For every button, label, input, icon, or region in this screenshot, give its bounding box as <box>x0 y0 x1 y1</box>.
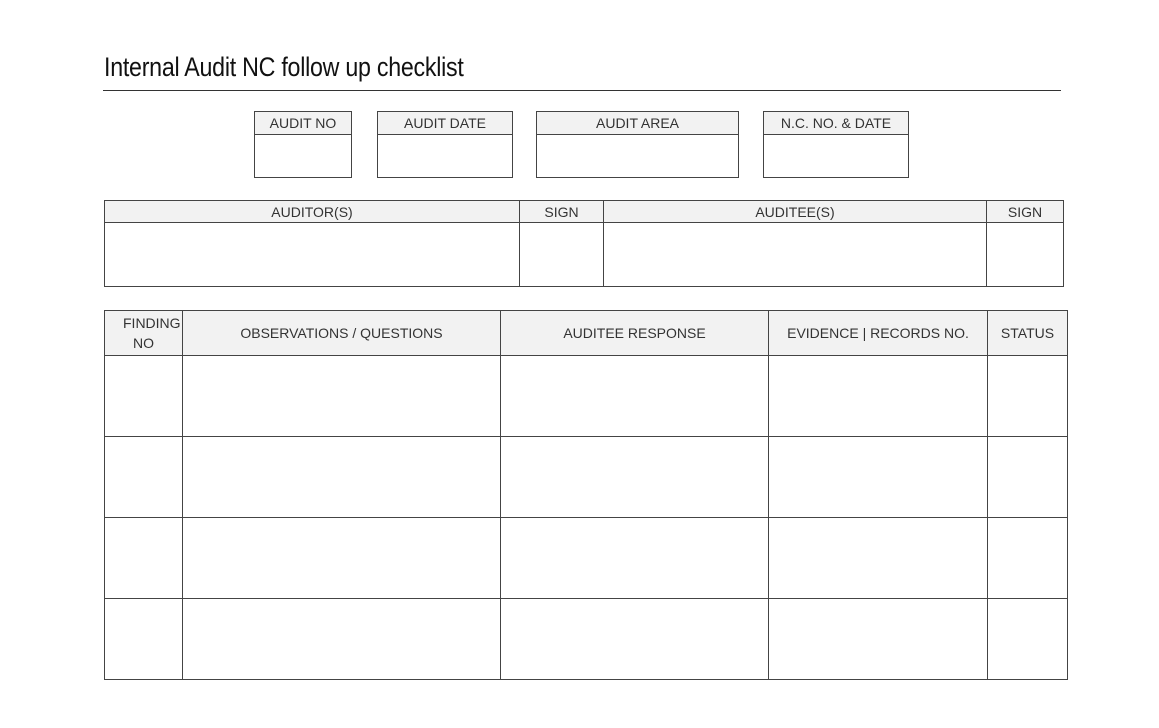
status-header: STATUS <box>988 311 1068 356</box>
table-row <box>105 518 1068 599</box>
evidence-cell[interactable] <box>769 599 988 680</box>
observation-cell[interactable] <box>183 437 501 518</box>
finding-no-cell[interactable] <box>105 437 183 518</box>
audit-date-box <box>377 111 513 178</box>
table-row <box>105 223 1064 287</box>
table-row <box>105 599 1068 680</box>
evidence-cell[interactable] <box>769 437 988 518</box>
observation-cell[interactable] <box>183 518 501 599</box>
finding-no-cell[interactable] <box>105 599 183 680</box>
response-cell[interactable] <box>501 437 769 518</box>
auditee-sign-cell[interactable] <box>987 223 1064 287</box>
auditees-cell[interactable] <box>604 223 987 287</box>
audit-no-label: AUDIT NO <box>255 112 351 135</box>
title-divider <box>103 90 1061 91</box>
auditors-header: AUDITOR(S) <box>105 201 520 223</box>
audit-no-field[interactable] <box>255 135 351 177</box>
findings-table <box>104 310 1068 680</box>
status-cell[interactable] <box>988 356 1068 437</box>
auditor-sign-cell[interactable] <box>520 223 604 287</box>
table-header-row <box>105 201 1064 223</box>
evidence-cell[interactable] <box>769 518 988 599</box>
finding-no-cell[interactable] <box>105 356 183 437</box>
auditee-sign-header: SIGN <box>987 201 1064 223</box>
table-header-row <box>105 311 1068 356</box>
table-row <box>105 437 1068 518</box>
auditee-response-header: AUDITEE RESPONSE <box>501 311 769 356</box>
nc-no-date-box <box>763 111 909 178</box>
auditor-sign-header: SIGN <box>520 201 604 223</box>
audit-no-box <box>254 111 352 178</box>
auditor-auditee-table <box>104 200 1064 287</box>
observation-cell[interactable] <box>183 356 501 437</box>
audit-area-label: AUDIT AREA <box>537 112 738 135</box>
observation-cell[interactable] <box>183 599 501 680</box>
observations-header: OBSERVATIONS / QUESTIONS <box>183 311 501 356</box>
audit-date-field[interactable] <box>378 135 512 177</box>
auditors-cell[interactable] <box>105 223 520 287</box>
status-cell[interactable] <box>988 518 1068 599</box>
status-cell[interactable] <box>988 599 1068 680</box>
auditees-header: AUDITEE(S) <box>604 201 987 223</box>
audit-area-field[interactable] <box>537 135 738 177</box>
nc-no-date-field[interactable] <box>764 135 908 177</box>
audit-area-box <box>536 111 739 178</box>
finding-no-cell[interactable] <box>105 518 183 599</box>
document-title: Internal Audit NC follow up checklist <box>104 52 464 82</box>
response-cell[interactable] <box>501 599 769 680</box>
response-cell[interactable] <box>501 356 769 437</box>
evidence-cell[interactable] <box>769 356 988 437</box>
evidence-header: EVIDENCE | RECORDS NO. <box>769 311 988 356</box>
audit-date-label: AUDIT DATE <box>378 112 512 135</box>
table-row <box>105 356 1068 437</box>
response-cell[interactable] <box>501 518 769 599</box>
finding-no-header: FINDING NO <box>105 311 183 356</box>
nc-no-date-label: N.C. NO. & DATE <box>764 112 908 135</box>
status-cell[interactable] <box>988 437 1068 518</box>
